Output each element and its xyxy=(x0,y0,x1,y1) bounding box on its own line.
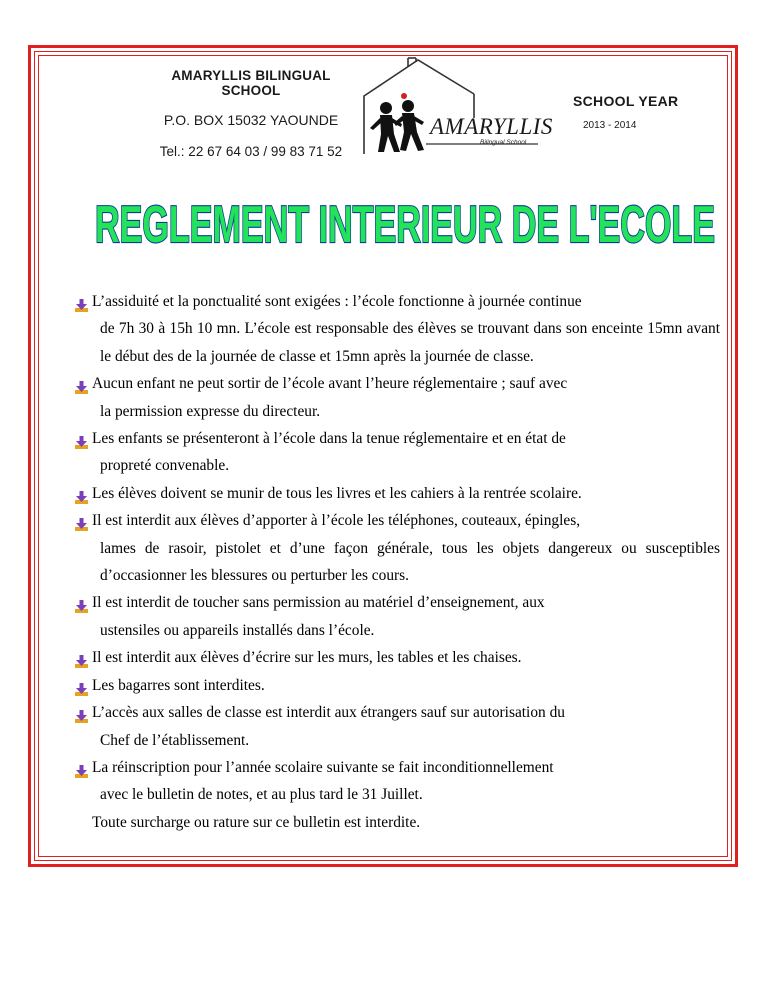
rule-first-line: Il est interdit aux élèves d’écrire sur les murs, les tables et les chaises. xyxy=(92,649,522,667)
document-title: REGLEMENT INTERIEUR DE L'ECOLE xyxy=(95,196,715,254)
down-arrow-bullet-icon xyxy=(74,377,89,391)
rule-item xyxy=(74,480,720,507)
school-po-box: P.O. BOX 15032 YAOUNDE xyxy=(163,112,339,128)
document-title-wordart xyxy=(90,180,720,260)
school-year-range: 2013 - 2014 xyxy=(583,120,637,131)
rule-continuation: avec le bulletin de notes, et au plus tard le 31 Juillet. xyxy=(100,786,423,804)
down-arrow-bullet-icon xyxy=(74,295,89,309)
rule-item xyxy=(74,370,720,425)
rule-item xyxy=(74,425,720,480)
school-header xyxy=(146,62,356,159)
rule-first-line: L’accès aux salles de classe est interdit aux étrangers sauf sur autorisation du xyxy=(92,704,565,722)
rule-first-line: Il est interdit de toucher sans permission au matériel d’enseignement, aux xyxy=(92,594,545,612)
down-arrow-bullet-icon xyxy=(74,514,89,528)
rule-item xyxy=(74,288,720,370)
school-year-label: SCHOOL YEAR xyxy=(573,93,679,109)
rule-first-line: La réinscription pour l’année scolaire suivante se fait inconditionnellement xyxy=(92,758,554,776)
children-silhouette-icon xyxy=(370,100,424,152)
rule-continuation: lames de rasoir, pistolet et d’une façon générale, tous les objets dangereux ou susceptibles d’occasionner les blessures ou perturber les cours. xyxy=(100,539,720,585)
rule-item xyxy=(74,699,720,754)
logo-name: AMARYLLIS xyxy=(430,114,553,139)
rule-item xyxy=(74,644,720,671)
rule-continuation: la permission expresse du directeur. xyxy=(100,402,321,420)
down-arrow-bullet-icon xyxy=(74,679,89,693)
rule-continuation: de 7h 30 à 15h 10 mn. L’école est responsable des élèves se trouvant dans son enceinte 15mn avant le début des de la journée de classe et 15mn après la journée de classe. xyxy=(100,320,720,365)
final-note: Toute surcharge ou rature sur ce bulletin est interdite. xyxy=(92,813,421,831)
down-arrow-bullet-icon xyxy=(74,596,89,610)
down-arrow-bullet-icon xyxy=(74,761,89,775)
school-name: AMARYLLIS BILINGUAL SCHOOL xyxy=(171,68,331,98)
rule-continuation: propreté convenable. xyxy=(100,457,230,475)
rule-first-line: Aucun enfant ne peut sortir de l’école avant l’heure réglementaire ; sauf avec xyxy=(92,375,568,393)
rule-first-line: Les enfants se présenteront à l’école dans la tenue réglementaire et en état de xyxy=(92,430,566,448)
rule-continuation: Chef de l’établissement. xyxy=(100,731,250,749)
rules-list xyxy=(74,288,720,836)
down-arrow-bullet-icon xyxy=(74,487,89,501)
rule-first-line: Il est interdit aux élèves d’apporter à l’école les téléphones, couteaux, épingles, xyxy=(92,512,581,530)
rule-continuation: ustensiles ou appareils installés dans l’école. xyxy=(100,621,375,639)
down-arrow-bullet-icon xyxy=(74,706,89,720)
rule-item xyxy=(74,589,720,644)
school-telephone: Tel.: 22 67 64 03 / 99 83 71 52 xyxy=(159,144,343,159)
rule-first-line: Les bagarres sont interdites. xyxy=(92,676,265,694)
down-arrow-bullet-icon xyxy=(74,432,89,446)
rule-first-line: L’assiduité et la ponctualité sont exigées : l’école fonctionne à journée continue xyxy=(92,293,582,310)
down-arrow-bullet-icon xyxy=(74,651,89,665)
rule-item xyxy=(74,672,720,699)
rule-item xyxy=(74,754,720,809)
rule-item xyxy=(74,507,720,589)
rule-first-line: Les élèves doivent se munir de tous les livres et les cahiers à la rentrée scolaire. xyxy=(92,484,582,502)
logo-subtitle: Bilingual School xyxy=(480,139,527,146)
